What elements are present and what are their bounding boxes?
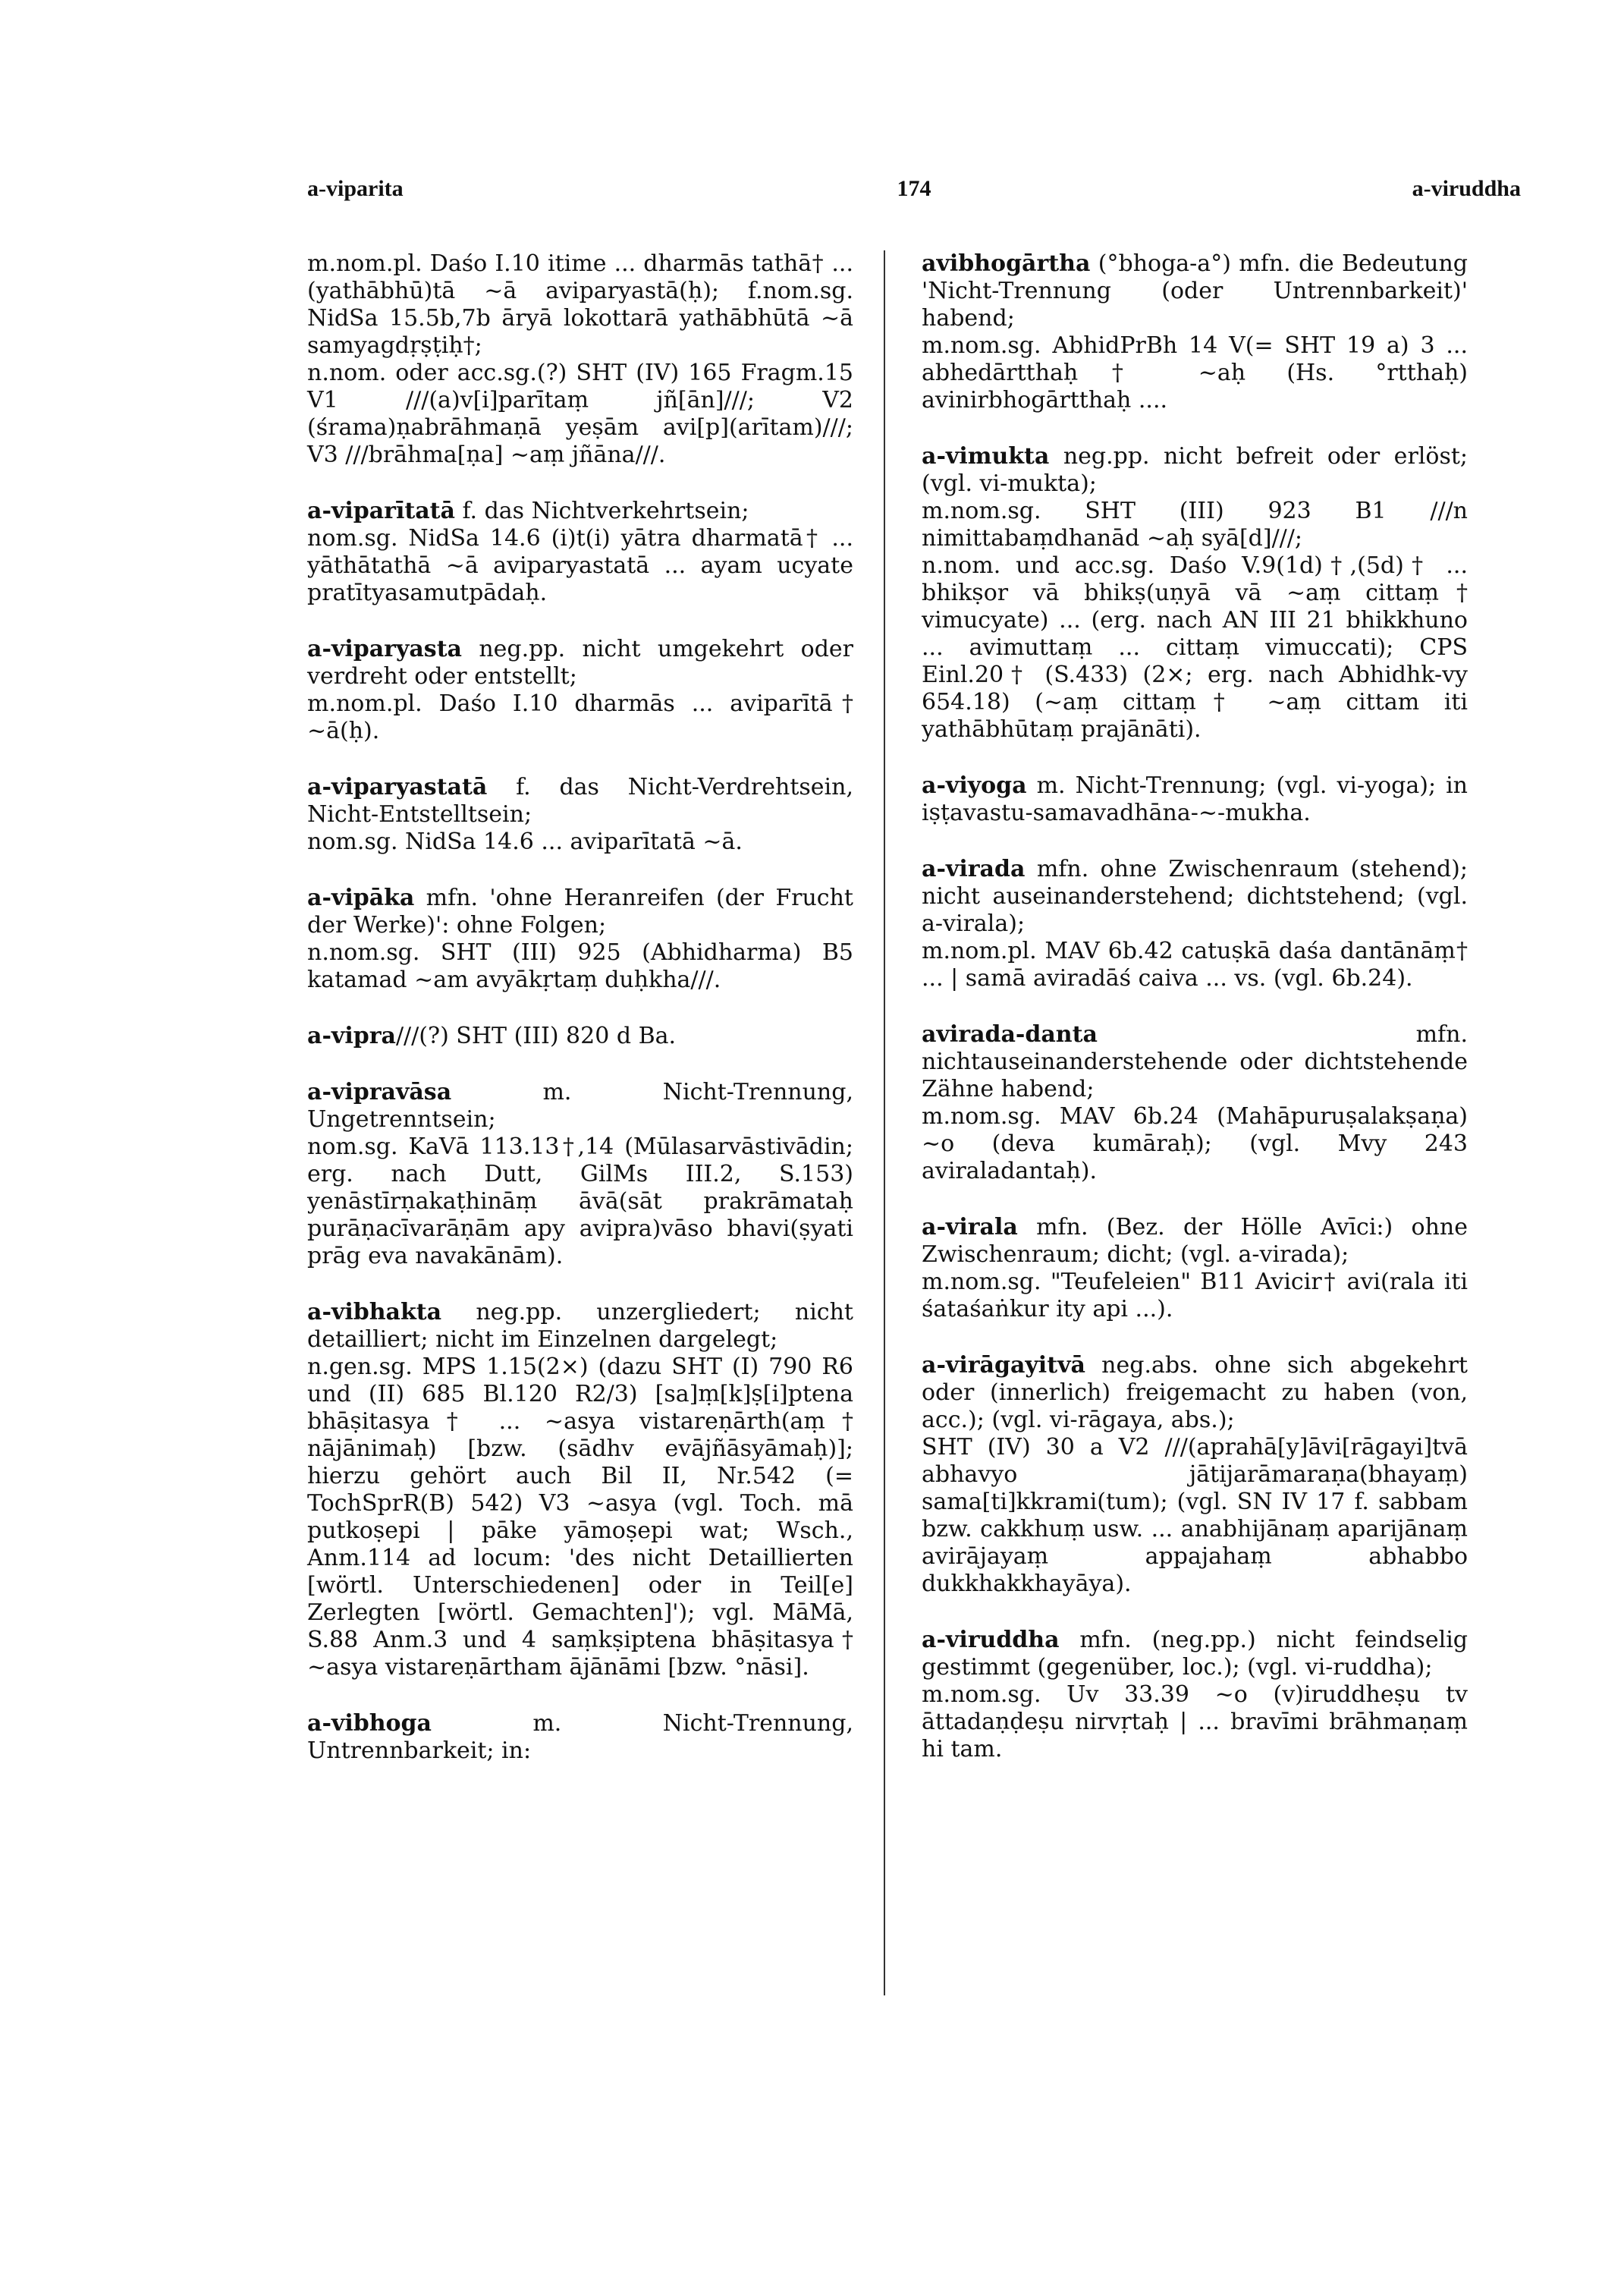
entry-gloss: neg.pp. unzergliedert; nicht detailliert; nicht im Einzelnen dargelegt;: [307, 1299, 853, 1353]
entry-headword: a-viparyasta: [307, 636, 462, 662]
entry-headword: a-vipāka: [307, 885, 415, 911]
dictionary-entry: [922, 443, 1468, 744]
entry-citation: n.nom.sg. SHT (III) 925 (Abhidharma) B5 katamad ~am avyākṛtaṃ duḥkha///.: [307, 939, 853, 993]
entry-gloss: ///(?) SHT (III) 820 d Ba.: [395, 1023, 677, 1049]
dictionary-entry: [922, 1352, 1468, 1598]
entry-gloss: neg.pp. nicht umgekehrt oder verdreht oder entstellt;: [307, 636, 853, 690]
entry-gloss: mfn. nichtauseinanderstehende oder dichtstehende Zähne habend;: [922, 1021, 1468, 1102]
entry-citation: n.nom. oder acc.sg.(?) SHT (IV) 165 Fragm.15 V1 ///(a)v[i]parītaṃ jñ[ān]///; V2 (śrama)ṇabrāhmaṇā yeṣām avi[p](arītam)///; V3 ///brāhma[ṇa] ~aṃ jñāna///.: [307, 360, 853, 468]
right-column: [922, 250, 1468, 1792]
entry-citation: m.nom.sg. MAV 6b.24 (Mahāpuruṣalakṣaṇa) ~o (deva kumāraḥ); (vgl. Mvy 243 aviraladantaḥ).: [922, 1103, 1468, 1184]
dictionary-entry: [307, 1023, 853, 1050]
entry-heading: [307, 1299, 853, 1354]
dictionary-entry: [922, 1627, 1468, 1763]
entry-headword: a-viparītatā: [307, 498, 455, 524]
entry-heading: [307, 885, 853, 939]
dictionary-entry: [922, 856, 1468, 992]
dictionary-entry: [307, 498, 853, 607]
entry-gloss: (°bhoga-a°) mfn. die Bedeutung 'Nicht-Trennung (oder Untrennbarkeit)' habend;: [922, 250, 1468, 332]
entry-gloss: f. das Nicht-Verdrehtsein, Nicht-Entstelltsein;: [307, 774, 853, 828]
dictionary-entry: [307, 1079, 853, 1270]
entry-headword: a-vimukta: [922, 443, 1050, 470]
entry-citation: m.nom.sg. "Teufeleien" B11 Avicir† avi(rala iti śataśaṅkur ity api ...).: [922, 1269, 1468, 1322]
entry-gloss: mfn. (Bez. der Hölle Avīci:) ohne Zwischenraum; dicht; (vgl. a-virada);: [922, 1214, 1468, 1268]
dictionary-entry: [922, 772, 1468, 827]
dictionary-entry: [307, 250, 853, 469]
entry-citation: n.gen.sg. MPS 1.15(2×) (dazu SHT (I) 790 R6 und (II) 685 Bl.120 R2/3) [sa]ṃ[k]ṣ[i]ptena bhāṣitasya† ... ~asya vistareṇārth(aṃ† nājānimaḥ) [bzw. (sādhv evājñāsyāmaḥ)]; hierzu gehört auch Bil II, Nr.542 (= TochSprR(B) 542) V3 ~asya (vgl. Toch. mā putkoṣepi | pāke yāmoṣepi wat; Wsch., Anm.114 ad locum: 'des nicht Detaillierten [wörtl. Unterschiedenen] oder in Teil[e] Zerlegten [wörtl. Gemachten]'); vgl. MāMā, S.88 Anm.3 und 4 saṃkṣiptena bhāṣitasya† ~asya vistareṇārtham ājānāmi [bzw. °nāsi].: [307, 1354, 853, 1681]
entry-citation: nom.sg. NidSa 14.6 (i)t(i) yātra dharmatā† ... yāthātathā ~ā aviparyastatā ... ayam ucyate pratītyasamutpādaḥ.: [307, 525, 853, 606]
entry-headword: a-vibhakta: [307, 1299, 442, 1325]
dictionary-entry: [307, 636, 853, 745]
entry-headword: a-vibhoga: [307, 1710, 432, 1737]
entry-gloss: mfn. 'ohne Heranreifen (der Frucht der Werke)': ohne Folgen;: [307, 885, 853, 939]
page-header: [307, 176, 1521, 222]
entry-headword: a-virala: [922, 1214, 1018, 1240]
entry-heading: [307, 636, 853, 690]
dictionary-entry: [307, 1299, 853, 1681]
entry-citation: nom.sg. KaVā 113.13†,14 (Mūlasarvāstivādin; erg. nach Dutt, GilMs III.2, S.153) yenāstīrṇakaṭhināṃ āvā(sāt prakrāmataḥ purāṇacīvarāṇām apy avipra)vāso bhavi(ṣyati prāg eva navakānām).: [307, 1134, 853, 1269]
entry-headword: avirada-danta: [922, 1021, 1098, 1048]
entry-gloss: mfn. ohne Zwischenraum (stehend); nicht auseinanderstehend; dichtstehend; (vgl. a-virala);: [922, 856, 1468, 937]
entry-heading: [922, 1021, 1468, 1103]
dictionary-entry: [922, 250, 1468, 414]
entry-heading: [922, 772, 1468, 827]
column-divider: [884, 250, 885, 1995]
entry-gloss: neg.abs. ohne sich abgekehrt oder (innerlich) freigemacht zu haben (von, acc.); (vgl. vi-rāgaya, abs.);: [922, 1352, 1468, 1433]
entry-gloss: f. das Nichtverkehrtsein;: [454, 498, 749, 524]
running-head-right: a-viruddha: [1412, 176, 1521, 201]
running-head-left: a-viparita: [307, 176, 404, 201]
entry-heading: [307, 1079, 853, 1134]
entry-citation: nom.sg. NidSa 14.6 ... aviparītatā ~ā.: [307, 829, 743, 855]
entry-heading: [922, 250, 1468, 332]
entry-gloss: mfn. (neg.pp.) nicht feindselig gestimmt (gegenüber, loc.); (vgl. vi-ruddha);: [922, 1627, 1468, 1681]
entry-citation: m.nom.sg. SHT (III) 923 B1 ///n nimittabaṃdhanād ~aḥ syā[d]///;: [922, 498, 1468, 552]
entry-citation: n.nom. und acc.sg. Daśo V.9(1d)†,(5d)† ... bhikṣor vā bhikṣ(uṇyā vā ~aṃ cittaṃ† vimucyate) ... (erg. nach AN III 21 bhikkhuno ... avimuttaṃ ... cittaṃ vimuccati); CPS Einl.20† (S.433) (2×; erg. nach Abhidhk-vy 654.18) (~aṃ cittaṃ† ~aṃ cittam iti yathābhūtaṃ prajānāti).: [922, 552, 1468, 743]
entry-citation: m.nom.pl. Daśo I.10 itime ... dharmās tathā† ... (yathābhū)tā ~ā aviparyastā(ḥ); f.nom.sg. NidSa 15.5b,7b āryā lokottarā yathābhūtā ~ā samyagdṛṣṭiḥ†;: [307, 250, 853, 359]
entry-gloss: m. Nicht-Trennung, Untrennbarkeit; in:: [307, 1710, 853, 1764]
left-column: [307, 250, 853, 1794]
entry-headword: avibhogārtha: [922, 250, 1091, 277]
entry-heading: [307, 774, 853, 829]
entry-headword: a-viyoga: [922, 772, 1027, 799]
entry-heading: [307, 498, 853, 525]
entry-headword: a-vipravāsa: [307, 1079, 452, 1105]
entry-citation: m.nom.pl. MAV 6b.42 catuṣkā daśa dantānāṃ† ... | samā aviradāś caiva ... vs. (vgl. 6b.24).: [922, 938, 1468, 992]
entry-heading: [307, 1710, 853, 1765]
entry-heading: [922, 443, 1468, 498]
dictionary-entry: [922, 1214, 1468, 1323]
entry-citation: m.nom.sg. Uv 33.39 ~o (v)iruddheṣu tv āttadaṇḍeṣu nirvṛtaḥ | ... bravīmi brāhmaṇaṃ hi tam.: [922, 1681, 1468, 1762]
page-number: 174: [897, 176, 931, 201]
entry-headword: a-virāgayitvā: [922, 1352, 1085, 1379]
entry-heading: [922, 1214, 1468, 1269]
entry-gloss: neg.pp. nicht befreit oder erlöst; (vgl. vi-mukta);: [922, 443, 1468, 497]
entry-gloss: m. Nicht-Trennung, Ungetrenntsein;: [307, 1079, 853, 1133]
entry-headword: a-virada: [922, 856, 1026, 882]
dictionary-entry: [307, 1710, 853, 1765]
dictionary-entry: [307, 885, 853, 994]
entry-headword: a-viparyastatā: [307, 774, 488, 800]
entry-citation: m.nom.sg. AbhidPrBh 14 V(= SHT 19 a) 3 ... abhedārtthaḥ† ~aḥ (Hs. °rtthaḥ) avinirbhogārtthaḥ ....: [922, 332, 1468, 413]
dictionary-entry: [307, 774, 853, 856]
entry-citation: m.nom.pl. Daśo I.10 dharmās ... aviparītā† ~ā(ḥ).: [307, 690, 853, 744]
entry-headword: a-viruddha: [922, 1627, 1060, 1653]
entry-heading: [307, 1023, 853, 1050]
entry-citation: SHT (IV) 30 a V2 ///(aprahā[y]āvi[rāgayi]tvā abhavyo jātijarāmaraṇa(bhayaṃ) sama[ti]kkrami(tum); (vgl. SN IV 17 f. sabbam bzw. cakkhuṃ usw. ... anabhijānaṃ aparijānaṃ avirājayaṃ appajahaṃ abhabbo dukkhakkhayāya).: [922, 1434, 1468, 1597]
entry-heading: [922, 1627, 1468, 1681]
entry-gloss: m. Nicht-Trennung; (vgl. vi-yoga); in iṣṭavastu-samavadhāna-~-mukha.: [922, 772, 1468, 826]
dictionary-entry: [922, 1021, 1468, 1185]
entry-heading: [922, 856, 1468, 938]
entry-headword: a-vipra: [307, 1023, 396, 1049]
entry-heading: [922, 1352, 1468, 1434]
